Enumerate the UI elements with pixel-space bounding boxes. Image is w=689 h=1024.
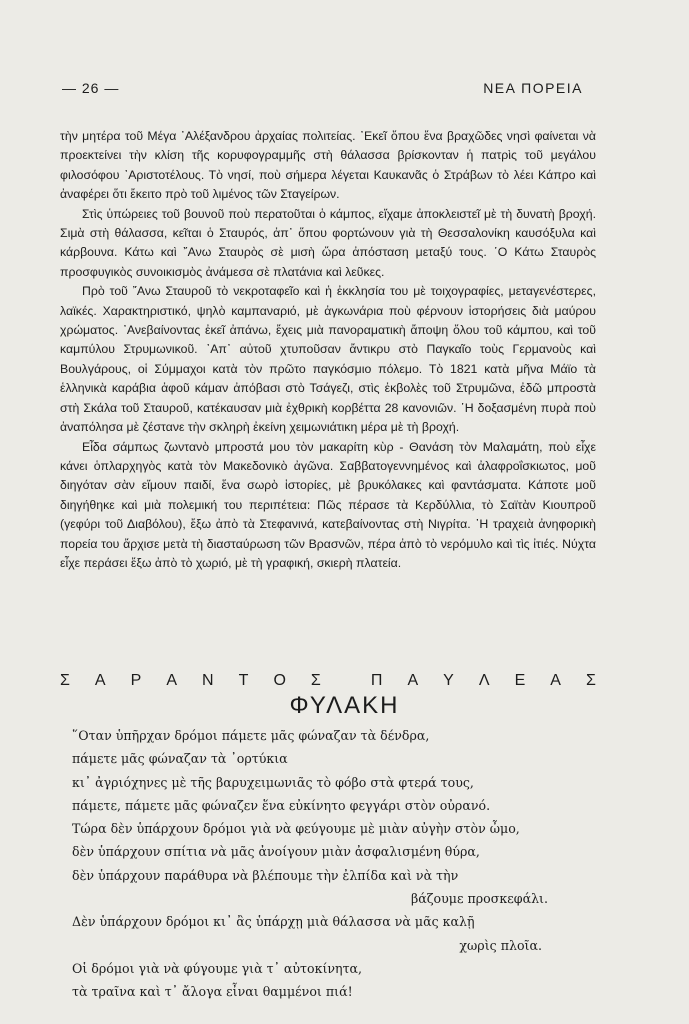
poem-line: Δὲν ὑπάρχουν δρόμοι κι᾿ ἂς ὑπάρχῃ μιὰ θάλασσα νὰ μᾶς καλῇ <box>72 914 475 930</box>
paragraph: Στὶς ὑπώρειες τοῦ βουνοῦ ποὺ περατοῦται ὁ κάμπος, εἴχαμε ἀποκλειστεῖ μὲ τὴ δυνατὴ βροχή. Σιμὰ στὴ θάλασσα, κεῖται ὁ Σταυρός, ἀπ᾿ ὅπου φορτώνουν γιὰ τὴ Θεσσαλονίκη καυσόξυλα καὶ κάρβουνα. Κάτω καὶ ῎Ανω Σταυρὸς σὲ μισὴ ὥρα ἀπόσταση μεταξύ τους. ῾Ο Κάτω Σταυρὸς προσφυγικὸς συνοικισμὸς ἀνάμεσα σὲ πλατάνια καὶ λεῦκες. <box>60 206 596 279</box>
author-letter: Σ <box>586 672 596 689</box>
poem-line: Οἱ δρόμοι γιὰ νὰ φύγουμε γιὰ τ᾿ αὐτοκίνητα, <box>72 960 363 976</box>
author-letter: Ν <box>202 672 214 689</box>
poem-line: Τώρα δὲν ὑπάρχουν δρόμοι γιὰ νὰ φεύγουμε μὲ μιὰν αὐγὴν στὸν ὦμο, <box>72 821 520 837</box>
author-letter: Λ <box>478 672 490 689</box>
poem-line: τὰ τραῖνα καὶ τ᾿ ἄλογα εἶναι θαμμένοι πιά! <box>72 984 353 1000</box>
paragraph: Εἶδα σάμπως ζωντανὸ μπροστά μου τὸν μακαρίτη κὺρ - Θανάση τὸν Μαλαμάτη, ποὺ εἶχε κάνει ὁπλαρχηγὸς κατὰ τὸν Μακεδονικὸ ἀγῶνα. Σαββατογεννημένος καὶ ἀλαφροΐσκιωτος, μοῦ διηγόταν σὰν εἴμουν παιδί, ἕνα σωρὸ ἱστορίες, μὲ βρυκόλακες καὶ φαντάσματα. Κάποτε μοῦ διηγήθηκε καὶ μιὰ πολεμική του περιπέτεια: Πῶς πέρασε τὰ Κερδύλλια, τὸ Σαϊτὰν Κιουπροῦ (γεφύρι τοῦ Διαβόλου), ἔξω ἀπὸ τὰ Στεφανινά, κατεβαίνοντας στὴ Νιγρίτα. ῾Η τραχειὰ ἀνηφορικὴ πορεία του ἄρχισε μετὰ τὴ διασταύρωση τῶν Βρασνῶν, πέρα ἀπὸ τὸ νερόμυλο καὶ τὶς ἰτιές. Νύχτα εἶχε περάσει ἔξω ἀπὸ τὸ χωριό, μὲ τὴ γραφική, σκιερὴ πλατεία. <box>60 439 596 570</box>
poem-line: βάζουμε προσκεφάλι. <box>410 891 548 907</box>
author-letter: Τ <box>238 672 249 689</box>
author-letter: Α <box>94 672 106 689</box>
poem-body <box>72 724 602 1004</box>
author-letter: Υ <box>443 672 454 689</box>
author-letter: Α <box>407 672 419 689</box>
paragraph: τὴν μητέρα τοῦ Μέγα ᾿Αλέξανδρου ἀρχαίας πολιτείας. ᾿Εκεῖ ὅπου ἕνα βραχῶδες νησὶ φαίνεται νὰ προεκτείνει τὴν κλίση τῆς κορυφογραμμῆς στὴ θάλασσα βρίσκονταν ἡ πατρὶς τοῦ μεγάλου φιλοσόφου ᾿Αριστοτέλους. Τὸ νησί, ποὺ σήμερα λέγεται Καυκανᾶς ὁ Στράβων τὸ λέει Κάπρο καὶ ἀναφέρει ὅτι ἔκειτο πρὸ τοῦ λιμένος τῶν Σταγείρων. <box>60 129 596 202</box>
paragraph: Πρὸ τοῦ ῎Ανω Σταυροῦ τὸ νεκροταφεῖο καὶ ἡ ἐκκλησία του μὲ τοιχογραφίες, μεταγενέστερες, λαϊκές. Χαρακτηριστικό, ψηλὸ καμπαναριό, μὲ ἀγκωνάρια ποὺ φέρνουν ἱστορήσεις διὰ μαύρου χρώματος. ᾿Ανεβαίνοντας ἐκεῖ ἀπάνω, ἔχεις μιὰ πανοραματικὴ ἄποψη ὅλου τοῦ κάμπου, καὶ τοῦ καμπύλου Στρυμωνικοῦ. ᾿Απ᾿ αὐτοῦ χτυποῦσαν ἄντικρυ στὸ Παγκαῖο τοὺς Γερμανοὺς καὶ Βουλγάρους, οἱ Σύμμαχοι κατὰ τὸν πρῶτο παγκόσμιο πόλεμο. Τὸ 1821 κατὰ μῆνα Μάϊο τὰ ἑλληνικὰ καράβια ἀφοῦ κάμαν ἀπόβασι στὸ Τσάγεζι, στὶς ἐκβολὲς τοῦ Στρυμῶνα, ἐδῶ μπροστὰ στὴ Σκάλα τοῦ Σταυροῦ, κατέκαυσαν μιὰ ἐχθρικὴ κορβέττα 28 κανονιῶν. ῾Η δοξασμένη πυρὰ ποὺ ἀναπόλησα μὲ ζέστανε τὴν σκληρὴ ἐκείνη χειμωνιάτικη μέρα μὲ τὴ βροχή. <box>60 284 596 435</box>
page-header <box>62 76 583 100</box>
author-letter: Ο <box>273 672 286 689</box>
author-letter: Ρ <box>130 672 142 689</box>
running-head: ΝΕΑ ΠΟΡΕΙΑ <box>483 80 583 96</box>
poem-line: πάμετε μᾶς φώναζαν τὰ ᾿ορτύκια <box>72 751 288 767</box>
prose-body <box>60 127 596 573</box>
poem-author <box>60 672 596 690</box>
poem-line: πάμετε, πάμετε μᾶς φώναζεν ἕνα εὐκίνητο φεγγάρι στὸν οὐρανό. <box>72 797 491 813</box>
poem-line: κι᾿ ἀγριόχηνες μὲ τῆς βαρυχειμωνιᾶς τὸ φόβο στὰ φτερά τους, <box>72 774 474 790</box>
poem-title: ΦΥΛΑΚΗ <box>289 692 400 719</box>
page-number: — 26 — <box>62 80 120 96</box>
poem-line: ῞Οταν ὑπῆρχαν δρόμοι πάμετε μᾶς φώναζαν τὰ δένδρα, <box>72 728 430 743</box>
author-letter: Α <box>550 672 561 689</box>
author-letter: Σ <box>310 672 321 689</box>
author-letter: Σ <box>60 672 70 689</box>
author-letter: Α <box>166 672 177 689</box>
author-letter: Ε <box>514 672 526 689</box>
poem-line: δὲν ὑπάρχουν παράθυρα νὰ βλέπουμε τὴν ἐλπίδα καὶ νὰ τὴν <box>72 867 459 883</box>
author-letter: Π <box>370 672 383 689</box>
poem-line: χωρὶς πλοῖα. <box>459 937 542 953</box>
poem-line: δὲν ὑπάρχουν σπίτια νὰ μᾶς ἀνοίγουν μιὰν ἀσφαλισμένη θύρα, <box>72 844 480 860</box>
